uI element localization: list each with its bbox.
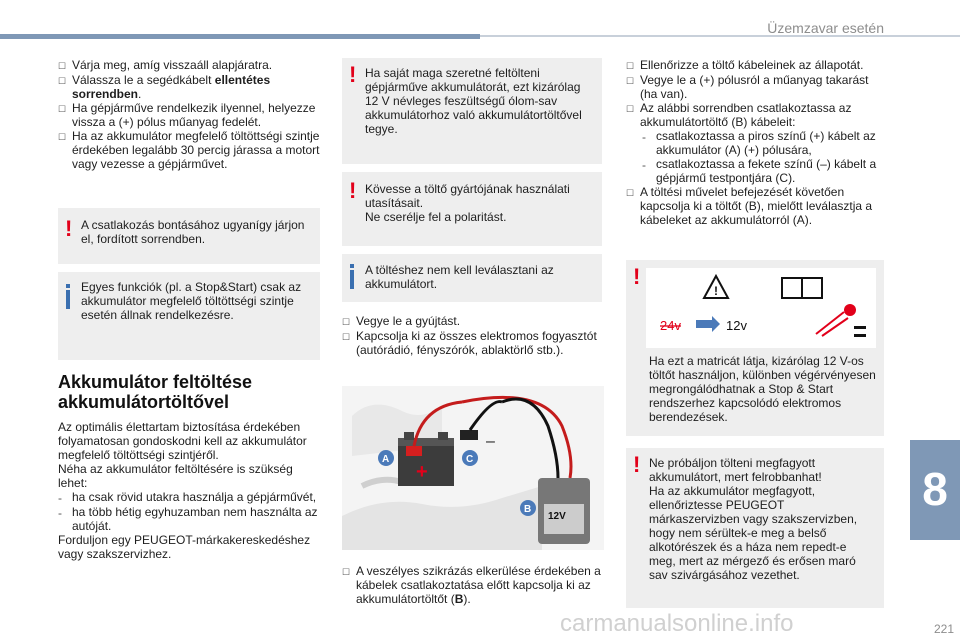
dash-item: - csatlakoztassa a fekete színű (–) kábelt a gépjármű testpontjára (C). [642,157,888,185]
warning-icon: ! [633,264,641,289]
dash-text: ha csak rövid utakra használja a gépjárművét, [72,490,317,504]
callout-a-label: A [382,454,390,465]
warning-icon: ! [349,62,357,87]
bullet-item: ☐ Ha az akkumulátor megfelelő töltöttségi szintje érdekében legalább 30 percig járassa a motort vagy vezesse a gépjárművet. [58,129,320,171]
bullet-item: ☐ Ha gépjárműve rendelkezik ilyennel, helyezze vissza a (+) pólus műanyag fedelét. [58,101,320,129]
warning-box [342,172,602,246]
bullet-text-main: Válassza le a segédkábelt [72,73,215,87]
bullet-text: Ellenőrizze a töltő kábeleinek az állapotát. [640,58,864,72]
bullet-text: Az alábbi sorrendben csatlakoztassa az akkumulátortöltő (B) kábeleit: [640,101,852,129]
minus-sign: – [486,433,495,450]
bullet-text-bold: B [454,592,464,606]
charger-label: 12V [548,511,566,522]
bullet-text: Ha gépjárműve rendelkezik ilyennel, helyezze vissza a (+) pólus műanyag fedelét. [72,101,316,129]
paragraph: Néha az akkumulátor feltöltésére is szükség lehet: [58,462,293,490]
bullet-item: ☐ Várja meg, amíg visszaáll alapjáratra. [58,58,320,73]
sticker-illustration [646,268,876,348]
sticker-text: Ha ezt a matricát látja, kizárólag 12 V-os töltőt használjon, különben végérvényesen megrongálódhatnak a Stop & Start rendszerhez kapcsolódó elektromos berendezések. [649,354,876,424]
bullet-item: ☐ Vegye le a (+) pólusról a műanyag takarást (ha van). [626,73,888,101]
sticker-from: 24v [660,318,681,333]
bullet-text: Várja meg, amíg visszaáll alapjáratra. [72,58,273,72]
warning-text: A csatlakozás bontásához ugyanígy járjon el, fordított sorrendben. [81,218,305,246]
section-number: 8 [922,463,948,515]
col1-body [58,420,320,561]
callout-b-label: B [524,504,532,515]
page-number: 221 [933,622,954,636]
warning-box [58,208,320,264]
info-box [58,272,320,360]
info-icon [350,270,354,289]
bullet-text-tail: ). [463,592,471,606]
callout-c-label: C [466,454,474,465]
bullet-item: ☐ Az alábbi sorrendben csatlakoztassa az akkumulátortöltő (B) kábeleit: [626,101,888,129]
bullet-item: ☐ Ellenőrizze a töltő kábeleinek az állapotát. [626,58,888,73]
dash-text: csatlakoztassa a piros színű (+) kábelt az akkumulátor (A) (+) pólusára, [656,129,876,157]
warning-text: Ha saját maga szeretné feltölteni gépjárműve akkumulátorát, ezt kizárólag 12 V névleges feszültségű ólom-sav akkumulátorhoz való akkumulátortöltővel tegye. [365,66,582,136]
warning-text: Kövesse a töltő gyártójának használati utasításait. Ne cserélje fel a polaritást. [365,182,570,224]
bullet-text: Vegye le a gyújtást. [356,314,461,328]
bullet-text: Ha az akkumulátor megfelelő töltöttségi szintje érdekében legalább 30 percig járassa a motort vagy vezesse a gépjárművet. [72,129,320,171]
info-text: Egyes funkciók (pl. a Stop&Start) csak az akkumulátor megfelelő töltöttségi szintje esetén állnak rendelkezésre. [81,280,302,322]
bullet-text [356,564,602,606]
watermark: carmanualsonline.info [560,610,794,637]
bullet-item: ☐ Vegye le a gyújtást. [342,314,602,329]
bullet-item: ☐ Válassza le a segédkábelt ellentétes sorrendben. [58,73,320,101]
dash-text: ha több hétig egyhuzamban nem használta az autóját. [72,505,318,533]
battery-plus: + [416,461,428,483]
bullet-text: Kapcsolja ki az összes elektromos fogyasztót (autórádió, fényszórók, ablaktörlő stb.). [356,329,597,357]
warning-box [342,58,602,164]
warning-icon: ! [633,452,641,477]
svg-text:!: ! [714,284,718,298]
chapter-title: Üzemzavar esetén [767,20,884,36]
col2-bottom [342,564,602,606]
bullet-text-main: A veszélyes szikrázás elkerülése érdekében a kábelek csatlakoztatása előtt kapcsolja ki az akkumulátortöltőt ( [356,564,601,606]
top-rule [480,35,960,37]
bullet-item: ☐ Kapcsolja ki az összes elektromos fogyasztót (autórádió, fényszórók, ablaktörlő stb.). [342,329,602,357]
warning-icon: ! [65,216,73,241]
info-text: A töltéshez nem kell leválasztani az akkumulátort. [365,263,554,291]
bullet-text-tail: . [138,87,142,101]
bullet-item: ☐ A töltési művelet befejezését követően kapcsolja ki a töltőt (B), mielőtt leválasztja a kábeleket az akkumulátorról (A). [626,185,888,227]
charger-illustration [342,386,604,550]
warning-text: Ne próbáljon tölteni megfagyott akkumulátort, mert felrobbanhat! Ha az akkumulátor megfagyott, ellenőriztesse PEUGEOT márkaszervizben vagy szakszervizben, hogy nem sérültek-e meg a belső alkotórészek és a háza nem repedt-e meg, mert az mérgező és erősen maró sav szivárgásához vezethet. [649,456,858,582]
dash-text: csatlakoztassa a fekete színű (–) kábelt a gépjármű testpontjára (C). [656,157,877,185]
section-heading: Akkumulátor feltöltése akkumulátortöltővel [58,372,253,412]
top-accent-bar [0,34,480,39]
dash-item: - ha csak rövid utakra használja a gépjárművét, [58,490,320,505]
paragraph: Forduljon egy PEUGEOT-márkakereskedéshez vagy szakszervizhez. [58,533,311,561]
bullet-text: A töltési művelet befejezését követően kapcsolja ki a töltőt (B), mielőtt leválasztja a kábeleket az akkumulátorról (A). [640,185,873,227]
col1-steps [58,58,320,171]
bullet-text-bold: ellentétes sorrendben [72,73,271,101]
dash-item: - csatlakoztassa a piros színű (+) kábelt az akkumulátor (A) (+) pólusára, [642,129,888,157]
warning-icon: ! [349,178,357,203]
sticker-to: 12v [726,318,747,333]
section-tab [910,440,960,540]
paragraph: Az optimális élettartam biztosítása érdekében folyamatosan gondoskodni kell az akkumulátor megfelelő töltöttségi szintjéről. [58,420,307,462]
info-box [342,254,602,302]
bullet-item: ☐ A veszélyes szikrázás elkerülése érdekében a kábelek csatlakoztatása előtt kapcsolja ki az akkumulátortöltőt (B). [342,564,601,606]
info-icon [66,290,70,309]
bullet-text: Vegye le a (+) pólusról a műanyag takarást (ha van). [640,73,869,101]
dash-item: - ha több hétig egyhuzamban nem használta az autóját. [58,505,320,533]
warning-box [626,448,884,608]
col2-steps [342,314,602,357]
col3-steps [626,58,888,227]
sticker-warning-box [626,260,884,436]
bullet-text [72,73,320,101]
